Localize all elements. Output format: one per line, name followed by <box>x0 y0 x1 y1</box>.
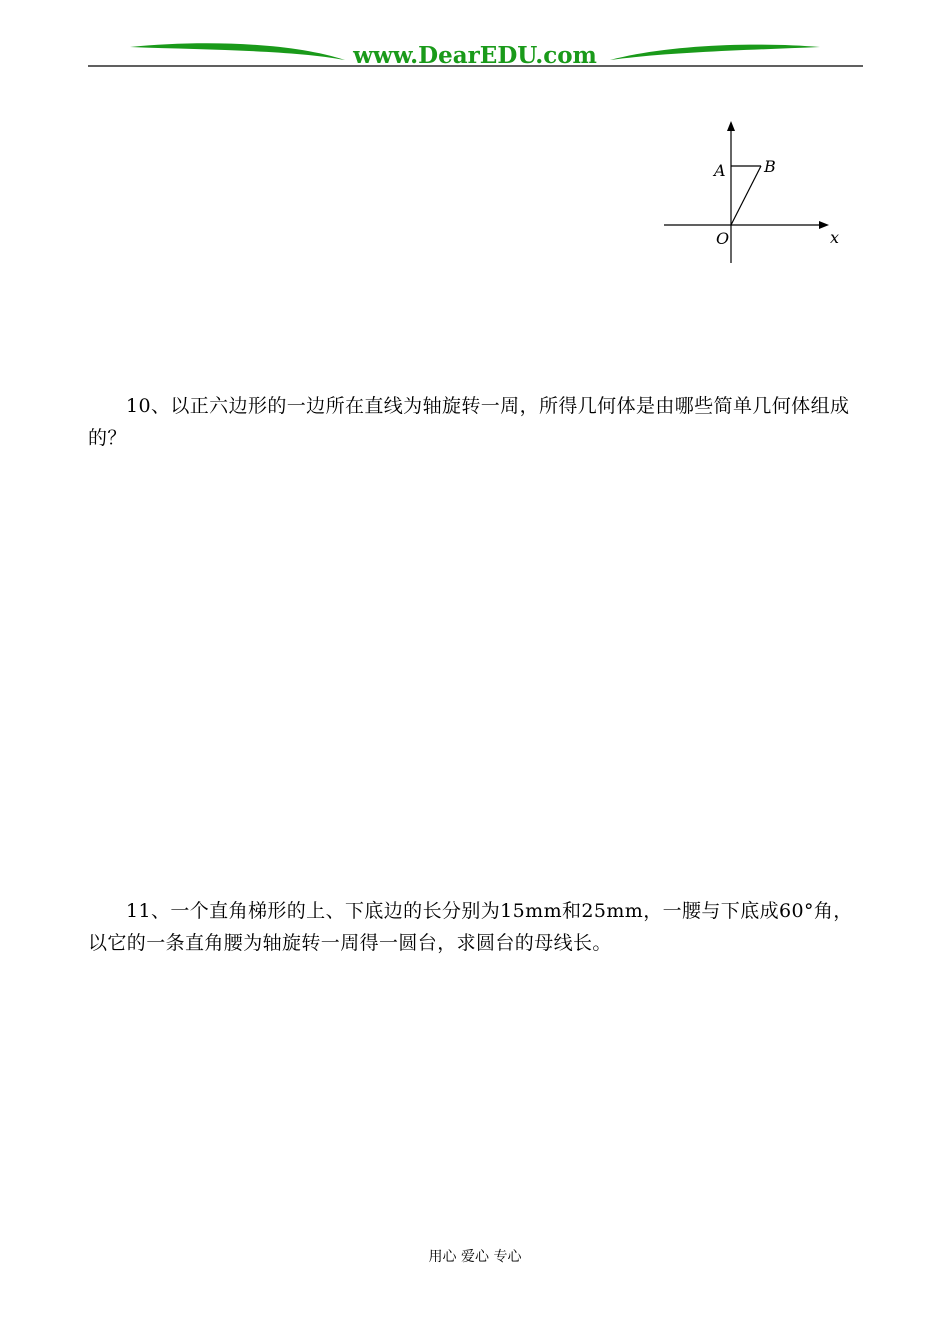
question-11: 11、一个直角梯形的上、下底边的长分别为15mm和25mm，一腰与下底成60°角，以它的一条直角腰为轴旋转一周得一圆台，求圆台的母线长。 <box>88 900 853 954</box>
header-banner <box>0 0 950 80</box>
page-header <box>0 0 950 80</box>
coordinate-figure <box>650 110 850 270</box>
site-name-logo: www.DearEDU.com <box>353 42 597 69</box>
x-axis-arrowhead <box>819 221 829 229</box>
right-swoosh-graphic <box>610 45 820 60</box>
left-swoosh-graphic <box>130 43 345 60</box>
y-axis-arrowhead <box>727 121 735 131</box>
label-a: A <box>714 161 726 180</box>
label-x: x <box>830 228 840 247</box>
segment-ob <box>731 166 761 225</box>
question-10: 10、以正六边形的一边所在直线为轴旋转一周，所得几何体是由哪些简单几何体组成的？ <box>88 395 850 449</box>
coordinate-diagram <box>650 110 850 270</box>
page-footer: 用心 爱心 专心 <box>428 1249 522 1265</box>
label-o: O <box>716 229 730 248</box>
label-b: B <box>764 157 776 176</box>
